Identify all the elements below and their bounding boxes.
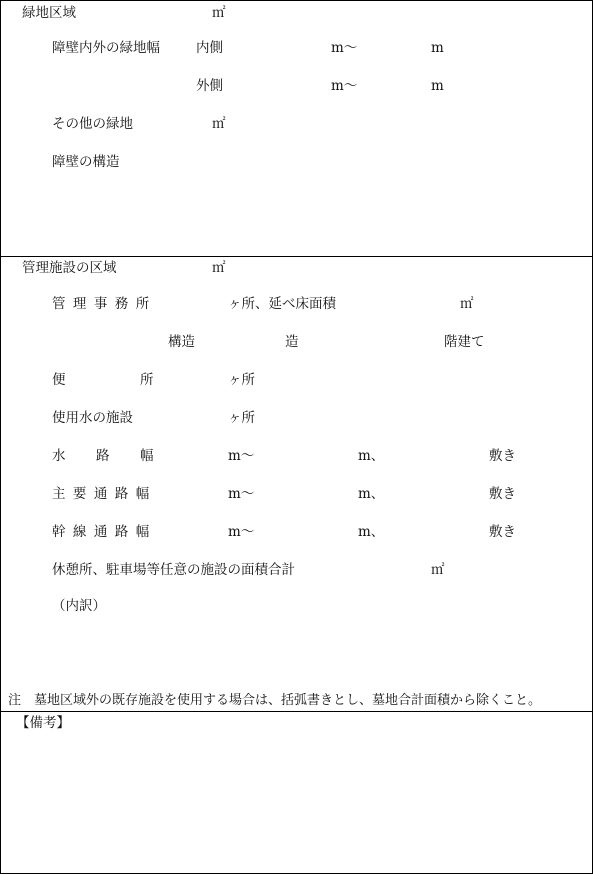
toilet-unit: ヶ所 bbox=[228, 372, 255, 388]
mgmt-area-label: 管理施設の区域 bbox=[22, 260, 117, 276]
inner-to-unit: m bbox=[431, 40, 444, 56]
toilet-label-1: 便 bbox=[52, 372, 66, 388]
main-road-from-unit: m〜 bbox=[228, 486, 255, 502]
waterway-label-1: 水 bbox=[52, 448, 66, 464]
outer-label: 外側 bbox=[196, 78, 223, 94]
green-area-label: 緑地区域 bbox=[22, 5, 76, 21]
water-facility-unit: ヶ所 bbox=[228, 410, 255, 426]
section-divider bbox=[0, 256, 593, 257]
barrier-structure-label: 障壁の構造 bbox=[52, 154, 120, 170]
structure-label: 構造 bbox=[168, 334, 195, 350]
trunk-road-to-unit: m、 bbox=[358, 524, 385, 540]
remarks-divider bbox=[0, 711, 593, 712]
waterway-label-3: 幅 bbox=[140, 448, 154, 464]
waterway-paving-unit: 敷き bbox=[489, 448, 516, 464]
office-count-unit: ヶ所、延べ床面積 bbox=[228, 296, 336, 312]
office-area-unit: ㎡ bbox=[460, 296, 474, 312]
rest-facility-unit: ㎡ bbox=[431, 562, 445, 578]
green-area-unit: ㎡ bbox=[212, 5, 226, 21]
waterway-from-unit: m〜 bbox=[228, 448, 255, 464]
note-text: 注 墓地区域外の既存施設を使用する場合は、括弧書きとし、墓地合計面積から除くこと。 bbox=[8, 693, 542, 708]
other-green-unit: ㎡ bbox=[212, 116, 226, 132]
main-road-label: 主要通路幅 bbox=[52, 486, 157, 502]
trunk-road-label: 幹線通路幅 bbox=[52, 524, 157, 540]
breakdown-label: （内訳） bbox=[52, 598, 106, 614]
main-road-to-unit: m、 bbox=[358, 486, 385, 502]
barrier-green-width-label: 障壁内外の緑地幅 bbox=[52, 40, 160, 56]
waterway-to-unit: m、 bbox=[358, 448, 385, 464]
trunk-road-paving-unit: 敷き bbox=[489, 524, 516, 540]
rest-facility-label: 休憩所、駐車場等任意の施設の面積合計 bbox=[52, 562, 295, 578]
structure-unit: 造 bbox=[285, 334, 299, 350]
floors-unit: 階建て bbox=[444, 334, 485, 350]
waterway-label-2: 路 bbox=[96, 448, 110, 464]
water-facility-label: 使用水の施設 bbox=[52, 410, 133, 426]
outer-from-unit: m〜 bbox=[331, 78, 358, 94]
inner-from-unit: m〜 bbox=[331, 40, 358, 56]
toilet-label-2: 所 bbox=[140, 372, 154, 388]
outer-to-unit: m bbox=[431, 78, 444, 94]
main-road-paving-unit: 敷き bbox=[489, 486, 516, 502]
mgmt-area-unit: ㎡ bbox=[212, 260, 226, 276]
inner-label: 内側 bbox=[196, 40, 223, 56]
other-green-label: その他の緑地 bbox=[52, 116, 133, 132]
office-label: 管理事務所 bbox=[52, 296, 157, 312]
remarks-label: 【備考】 bbox=[16, 715, 70, 731]
trunk-road-from-unit: m〜 bbox=[228, 524, 255, 540]
